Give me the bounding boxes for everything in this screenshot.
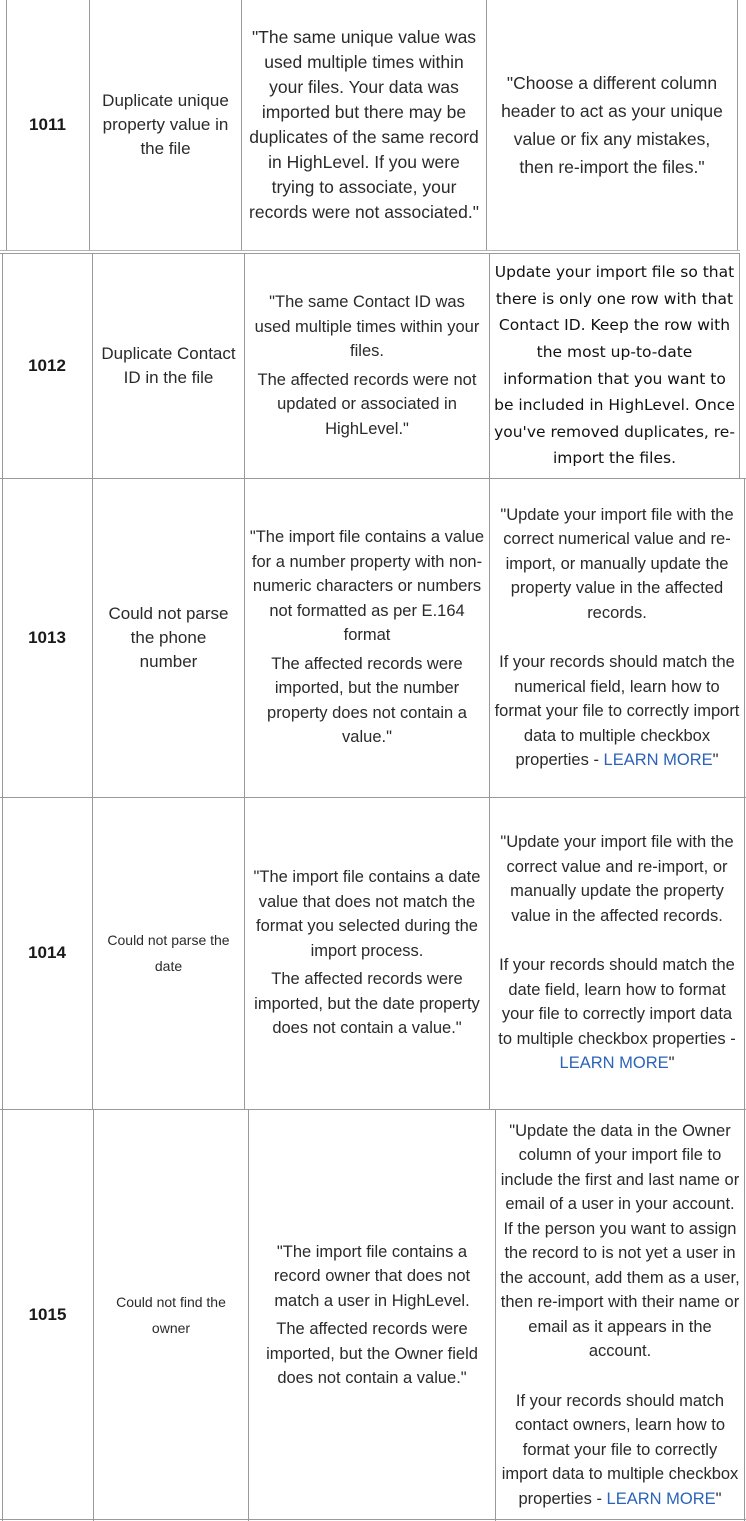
error-resolution-text: If your records should match the date field, learn how to format your file to correctly import data to multiple checkbox properties - LEARN MORE" xyxy=(498,956,736,1073)
table-row xyxy=(0,0,740,250)
error-resolution xyxy=(490,503,744,773)
learn-more-link[interactable]: LEARN MORE xyxy=(606,1489,716,1508)
error-message-text: The affected records were imported, but the date property does not contain a value." xyxy=(254,970,480,1038)
table-row xyxy=(0,797,746,1109)
table-row xyxy=(0,253,740,478)
error-resolution-text: If your records should match the numerical field, learn how to format your file to correctly import data to multiple checkbox properties - LEARN MORE" xyxy=(494,653,740,769)
error-code: 1013 xyxy=(28,627,66,647)
error-message-text: "The import file contains a value for a number property with non-numeric characters or numbers not formatted as per E.164 format xyxy=(249,528,485,645)
error-code: 1014 xyxy=(28,943,66,962)
learn-more-link[interactable]: LEARN MORE xyxy=(603,751,713,769)
error-resolution-text: "Update your import file with the correct numerical value and re-import, or manually update the property value in the affected records. xyxy=(500,505,734,622)
error-code: 1012 xyxy=(28,355,66,375)
error-resolution-text: "Update the data in the Owner column of your import file to include the first and last name or email of a user in your account. If the person you want to assign the record to is not yet a user in the account, add them as a user, then re-import with their name or email as it appears in the account. xyxy=(500,1121,740,1361)
error-description: Could not parse the date xyxy=(107,932,230,974)
table-row xyxy=(0,1109,746,1521)
error-resolution: "Choose a different column header to act as your unique value or fix any mistakes, then re-import the files." xyxy=(501,73,723,177)
error-resolution-text: If your records should match contact owners, learn how to format your file to correctly import data to multiple checkbox properties - LEARN MORE" xyxy=(501,1391,739,1508)
table-row xyxy=(0,478,746,797)
error-message-text: "The import file contains a record owner that does not match a user in HighLevel. xyxy=(273,1242,471,1310)
error-message xyxy=(249,1240,495,1391)
error-message: "The same unique value was used multiple times within your files. Your data was imported but there may be duplicates of the same record in HighLevel. If you were trying to associate, your records were not associated." xyxy=(249,27,479,222)
error-description: Could not find the owner xyxy=(116,1294,226,1336)
error-resolution-text: "Update your import file with the correct value and re-import, or manually update the property value in the affected records. xyxy=(500,833,734,925)
error-resolution: Update your import file so that there is only one row with that Contact ID. Keep the row with the most up-to-date information that you want to be included in HighLevel. Once you've removed duplicates, re-import the files. xyxy=(494,263,735,468)
error-message-text: The affected records were imported, but the number property does not contain a value." xyxy=(267,654,467,747)
error-message xyxy=(245,525,489,750)
error-code: 1015 xyxy=(28,1305,67,1324)
error-message-text: "The import file contains a date value that does not match the format you selected during the import process. xyxy=(253,868,481,960)
error-code: 1011 xyxy=(29,115,66,134)
error-description: Duplicate Contact ID in the file xyxy=(101,343,236,387)
error-description: Duplicate unique property value in the file xyxy=(102,91,229,158)
error-message xyxy=(245,290,489,441)
error-message-text: The affected records were imported, but the Owner field does not contain a value." xyxy=(266,1320,478,1387)
error-resolution xyxy=(496,1119,744,1512)
learn-more-link[interactable]: LEARN MORE xyxy=(559,1054,669,1073)
error-message-text: "The same Contact ID was used multiple times within your files. xyxy=(254,293,480,360)
error-message-text: The affected records were not updated or associated in HighLevel." xyxy=(257,370,477,438)
error-message xyxy=(245,865,489,1041)
error-description: Could not parse the phone number xyxy=(108,603,229,671)
error-resolution xyxy=(490,830,744,1076)
